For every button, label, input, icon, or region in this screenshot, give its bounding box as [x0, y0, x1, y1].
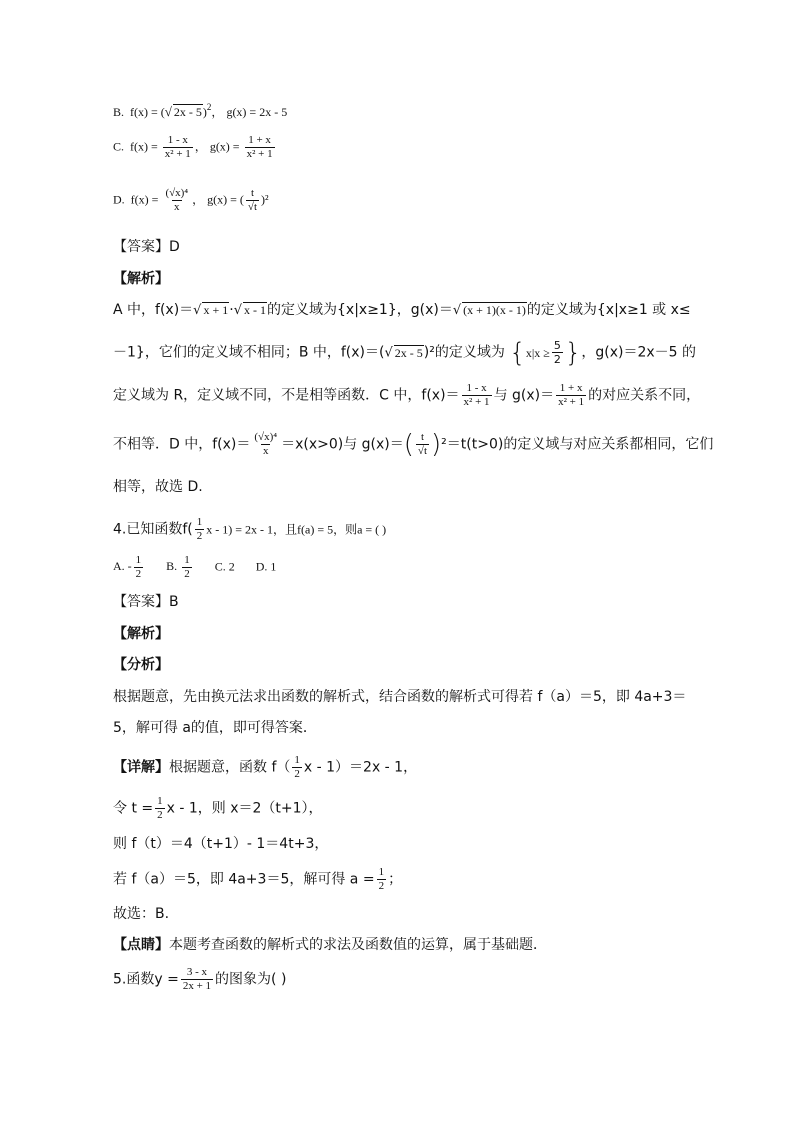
xiangjie-line-2: 令 t = $\frac{1}{2}$ x - 1，则 x＝2（t+1），: [113, 795, 323, 821]
option-label: B.: [113, 105, 125, 119]
analysis-heading: 【解析】: [113, 271, 169, 287]
xiangjie-line-1: 【详解】根据题意，函数 f（ $\frac{1}{2}$ x - 1）＝2x - 1，: [113, 754, 418, 780]
option-a: A. - $\frac{1}{2}$: [113, 554, 142, 580]
question-5-stem: 5.函数y = $\frac{3 - x}{2x + 1}$ 的图象为( ): [113, 966, 287, 992]
option-d: D. f(x) = $\frac{\text{(√x)⁴}}{x}$ ， g(x) = ( $\frac{t}{√t}$ )²: [113, 187, 269, 213]
option-b: B. f(x) = (√ 2x - 5)$^2$， g(x) = 2x - 5: [113, 102, 288, 119]
fraction: $\frac{t}{√t}$: [247, 187, 258, 213]
option-c: C. 2: [214, 559, 235, 574]
option-c: C. f(x) = $\frac{1 - x}{\text{x² + 1}}$ ， g(x) = $\frac{1 + x}{\text{x² + 1}}$: [113, 134, 273, 160]
analysis-line-1: A 中，f(x)＝√ x + 1·√ x - 1的定义域为{x|x≥1}，g(x)＝√ (x + 1)(x - 1)的定义域为{x|x≥1 或 x≤: [113, 302, 691, 318]
xiangjie-line-4: 若 f（a）＝5，即 4a+3＝5，解可得 a = $\frac{1}{2}$ ；: [113, 866, 403, 892]
option-d: D. 1: [255, 559, 277, 574]
fraction: $\frac{1 + x}{\text{x² + 1}}$: [246, 134, 273, 160]
analysis-line-4: 不相等．D 中，f(x)＝ $\frac{\text{(√x)⁴}}{x}$ ＝x(x>0)与 g(x)＝( $\frac{t}{√t}$ )²＝t(t>0)的定义域与对应关系都相同，它们: [113, 429, 714, 460]
analysis-line-5: 相等，故选 D.: [113, 479, 203, 495]
option-label: D.: [113, 192, 125, 207]
analysis-line-3: 定义域为 R，定义域不同，不是相等函数．C 中，f(x)＝ $\frac{1 - x}{\text{x² + 1}}$ 与 g(x)＝ $\frac{1 + x}{\text{x² + 1}}$ 的对应关系不同，: [113, 382, 701, 408]
question-4-options: [113, 554, 276, 581]
xiangjie-line-3: 则 f（t）＝4（t+1）- 1＝4t+3，: [113, 836, 329, 852]
fenxi-line-1: 根据题意，先由换元法求出函数的解析式，结合函数的解析式可得若 f（a）＝5，即 4a+3＝: [113, 689, 687, 705]
option-label: C.: [113, 139, 125, 154]
option-b: B. $\frac{1}{2}$: [166, 554, 190, 580]
analysis-heading: 【解析】: [113, 626, 169, 642]
fraction: $\frac{\text{(√x)⁴}}{x}$: [165, 187, 189, 213]
answer-label: 【答案】D: [113, 239, 180, 255]
choose-line: 故选：B.: [113, 906, 170, 922]
fenxi-heading: 【分析】: [113, 657, 169, 673]
fraction: $\frac{1 - x}{\text{x² + 1}}$: [164, 134, 191, 160]
question-4-stem: 4.已知函数f( $\frac{1}{2}$ x - 1) = 2x - 1，且f(a) = 5，则a = ( ): [113, 516, 387, 542]
analysis-line-2: －1}，它们的定义域不相同；B 中，f(x)＝(√ 2x - 5)²的定义域为 { x|x ≥ $\frac{5}{2}$ } ，g(x)＝2x－5 的: [113, 337, 697, 368]
fenxi-line-2: 5，解可得 a的值，即可得答案．: [113, 720, 317, 736]
answer-label: 【答案】B: [113, 594, 179, 610]
dianjing-line: 【点睛】本题考查函数的解析式的求法及函数值的运算，属于基础题．: [113, 937, 547, 953]
